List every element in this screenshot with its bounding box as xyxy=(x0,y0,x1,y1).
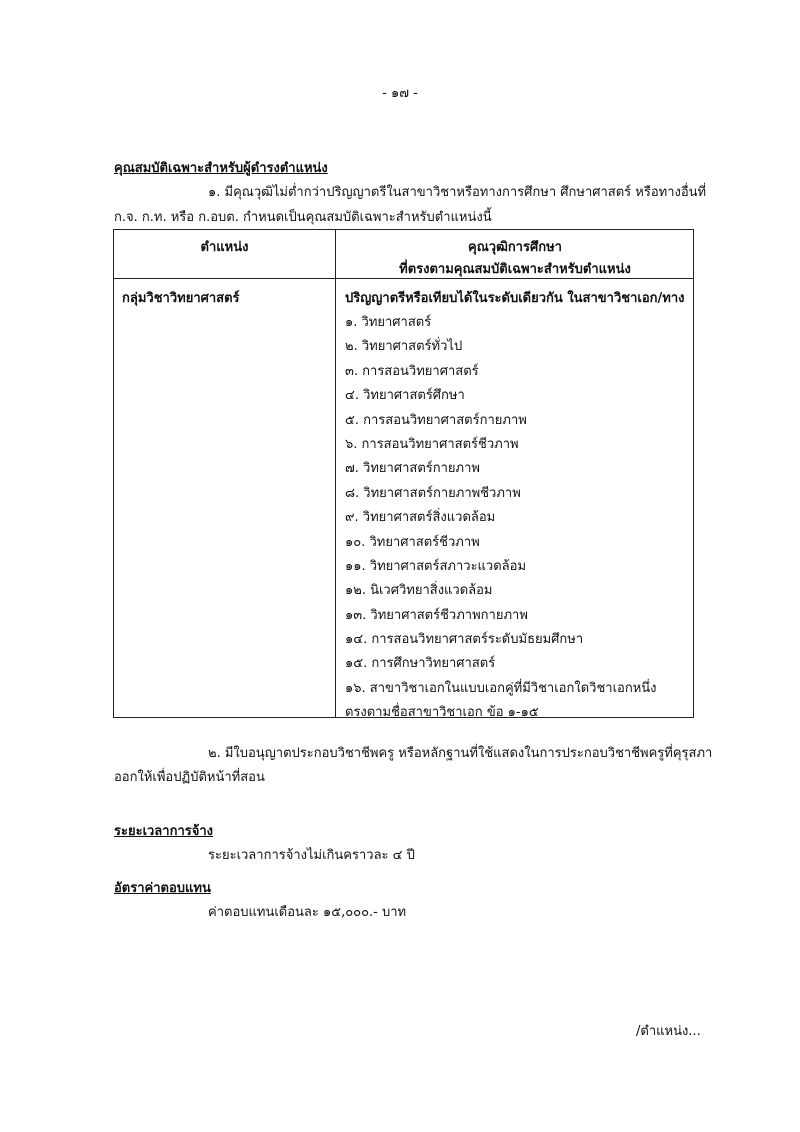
degree-list xyxy=(345,311,657,701)
list-item: ๑๔. การสอนวิทยาศาสตร์ระดับมัธยมศึกษา xyxy=(345,632,584,648)
employment-period-heading: ระยะเวลาการจ้าง xyxy=(114,824,213,839)
table-header-position: ตำแหน่ง xyxy=(200,240,249,255)
table-cell-qualification-intro: ปริญญาตรีหรือเทียบได้ในระดับเดียวกัน ในสาขาวิชาเอก/ทาง xyxy=(345,291,685,306)
list-item: ๒. วิทยาศาสตร์ทั่วไป xyxy=(345,339,463,355)
compensation-text: ค่าตอบแทนเดือนละ ๑๕,๐๐๐.- บาท xyxy=(208,905,407,920)
list-item: ๙. วิทยาศาสตร์สิ่งแวดล้อม xyxy=(345,510,496,526)
list-item: ๘. วิทยาศาสตร์กายภาพชีวภาพ xyxy=(345,485,521,501)
table-header-qualification-line-1: คุณวุฒิการศึกษา xyxy=(468,240,562,255)
list-item: ๖. การสอนวิทยาศาสตร์ชีวภาพ xyxy=(345,436,519,452)
page-number: - ๑๗ - xyxy=(382,86,418,101)
list-item: ๑๒. นิเวศวิทยาสิ่งแวดล้อม xyxy=(345,583,493,599)
qualification-paragraph-1-line-2: ก.จ. ก.ท. หรือ ก.อบต. กำหนดเป็นคุณสมบัติเฉพาะสำหรับตำแหน่งนี้ xyxy=(114,210,492,225)
qualification-paragraph-1-line-1: ๑. มีคุณวุฒิไม่ต่ำกว่าปริญญาตรีในสาขาวิชาหรือทางการศึกษา ศึกษาศาสตร์ หรือทางอื่นที่ xyxy=(208,185,707,200)
list-item: ๑๓. วิทยาศาสตร์ชีวภาพกายภาพ xyxy=(345,607,528,623)
list-item: ๑๐. วิทยาศาสตร์ชีวภาพ xyxy=(345,534,480,550)
list-item: ๓. การสอนวิทยาศาสตร์ xyxy=(345,363,479,379)
list-item: ๑. วิทยาศาสตร์ xyxy=(345,315,432,330)
qualification-paragraph-2-line-1: ๒. มีใบอนุญาตประกอบวิชาชีพครู หรือหลักฐานที่ใช้แสดงในการประกอบวิชาชีพครูที่คุรุสภา xyxy=(208,746,713,761)
list-item: ๗. วิทยาศาสตร์กายภาพ xyxy=(345,461,480,477)
employment-period-text: ระยะเวลาการจ้างไม่เกินคราวละ ๔ ปี xyxy=(208,848,415,863)
qualification-paragraph-2-line-2: ออกให้เพื่อปฏิบัติหน้าที่สอน xyxy=(114,770,265,785)
list-item: ๕. การสอนวิทยาศาสตร์กายภาพ xyxy=(345,412,527,428)
qualification-table xyxy=(113,229,694,718)
table-column-divider xyxy=(335,230,336,717)
table-header-qualification-line-2: ที่ตรงตามคุณสมบัติเฉพาะสำหรับตำแหน่ง xyxy=(399,262,631,277)
list-item: ๔. วิทยาศาสตร์ศึกษา xyxy=(345,388,465,404)
list-item: ๑๑. วิทยาศาสตร์สภาวะแวดล้อม xyxy=(345,558,527,574)
table-cell-position: กลุ่มวิชาวิทยาศาสตร์ xyxy=(122,291,240,306)
list-item: ๑๖. สาขาวิชาเอกในแบบเอกคู่ที่มีวิชาเอกใดวิชาเอกหนึ่ง xyxy=(345,680,657,696)
compensation-heading: อัตราค่าตอบแทน xyxy=(114,881,211,896)
degree-note: ตรงตามชื่อสาขาวิชาเอก ข้อ ๑-๑๕ xyxy=(345,705,539,720)
section-title: คุณสมบัติเฉพาะสำหรับผู้ดำรงตำแหน่ง xyxy=(114,161,328,176)
list-item: ๑๕. การศึกษาวิทยาศาสตร์ xyxy=(345,656,496,672)
continuation-marker: /ตำแหน่ง... xyxy=(636,1024,701,1039)
